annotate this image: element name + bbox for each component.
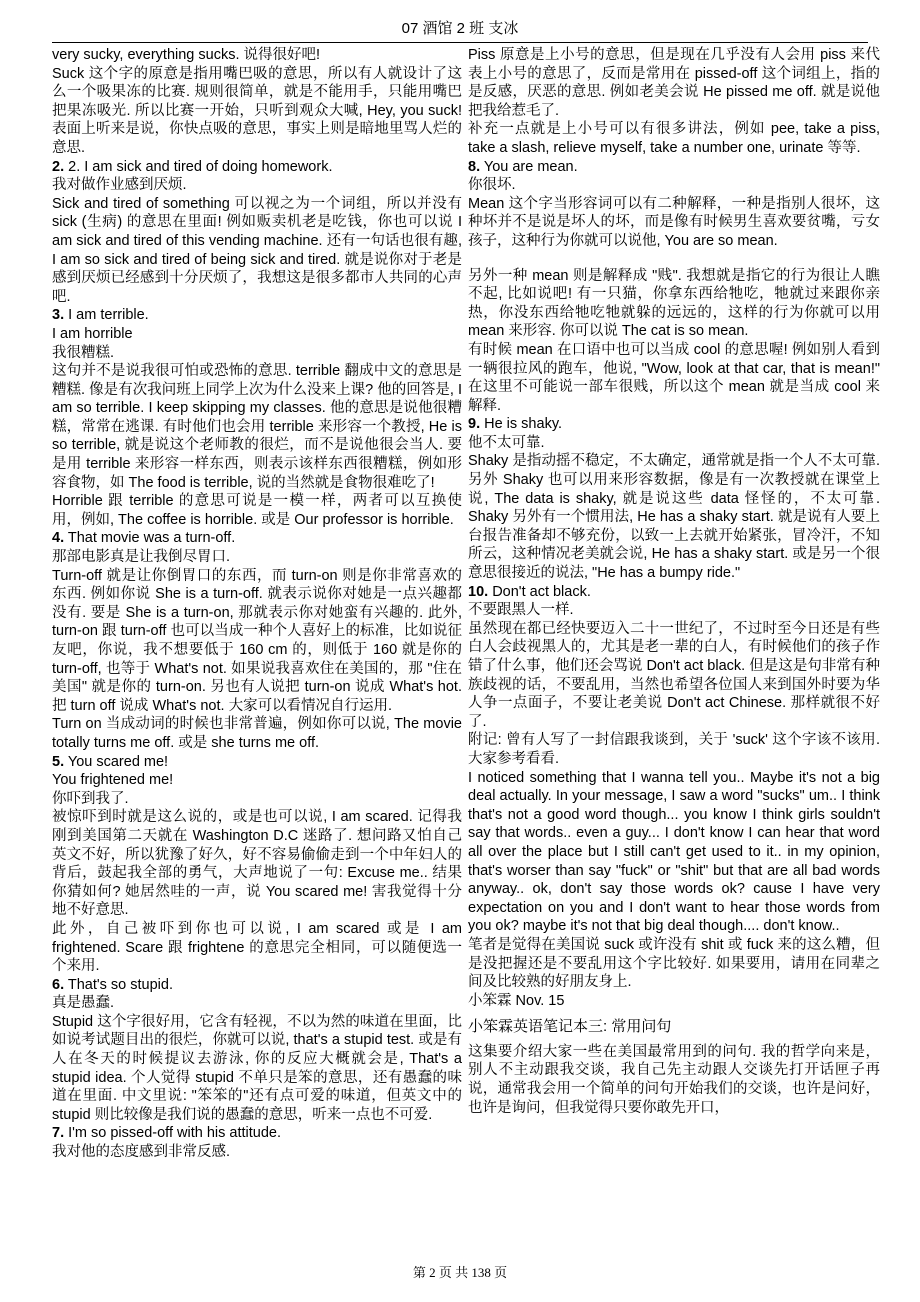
paragraph: Stupid 这个字很好用，它含有轻视，不以为然的味道在里面，比如说考试题目出的很烂，你就可以说, that's a stupid test. 或是有人在冬天的时候提议去游泳, 你的反应大概就会是, That's a stupid idea. 个人觉得 stupid 不单只是笨的意思，还有愚蠢的味道在里面. 中文里说: "笨笨的"还有点可爱的味道，但英文中的 stupid 则比较像是我们说的愚蠢的意思，听来一点也不可爱. (52, 1013, 462, 1123)
section-heading: 7. I'm so pissed-off with his attitude. (52, 1125, 281, 1142)
page-header (52, 18, 868, 43)
paragraph: very sucky, everything sucks. 说得很好吧! (52, 47, 321, 63)
section-heading: 9. He is shaky. (468, 416, 563, 433)
heading-text: 2. I am sick and tired of doing homework. (68, 158, 333, 175)
quoted-letter: I noticed something that I wanna tell you.. Maybe it's not a big deal actually. In your message, I saw a word "sucks" um.. I think that's not a good word though... you know I think girls souldn't say that words.. even a guy... I don't know I can hear that word all over the place but I still can't get used to it.. in my opinion, that's worser than say "fuck" or "shit" but that are all bad words anyway.. ok, don't say those words ok? cause I have very expectation on you and I don't want to hear those words from you ok? maybe it's not that big deal though.... don't know.. (468, 769, 880, 935)
paragraph: Piss 原意是上小号的意思，但是现在几乎没有人会用 piss 来代表上小号的意思了，反而是常用在 pissed-off 这个词组上，指的是反感，厌恶的意思. 例如老美会说 He pissed me off. 就是说他把我给惹毛了. (468, 47, 880, 119)
paragraph: Turn on 当成动词的时候也非常普遍，例如你可以说, The movie totally turns me off. 或是 she turns me off. (52, 716, 462, 751)
paragraph: 这句并不是说我很可怕或恐怖的意思. terrible 翻成中文的意思是糟糕. 像是有次我问班上同学上次为什么没来上课? 他的回答是, I am so terrible. I keep skipping my classes. 他的意思是说他很糟糕，常常在逃课. 有时他们也会用 terrible 来形容一个教授, He is so terrible, 就是说这个老师教的很烂，而不是说他很会当人. 要是用 terrible 来形容一样东西，则表示该样东西很糟糕，例如形容食物，如 The food is terrible, 说的当然就是食物很难吃了! (52, 363, 462, 491)
paragraph: 此外，自己被吓到你也可以说, I am scared 或是 I am frightened. Scare 跟 frightene 的意思完全相同，可以随便选一个来用. (52, 920, 462, 975)
paragraph: 那部电影真是让我倒尽胃口. (52, 549, 231, 566)
paragraph: 你吓到我了. (52, 790, 129, 807)
right-column (468, 46, 880, 1117)
paragraph: Horrible 跟 terrible 的意思可说是一模一样，两者可以互换使用，例如, The coffee is horrible. 或是 Our professor is horrible. (52, 493, 462, 528)
paragraph: Turn-off 就是让你倒胃口的东西，而 turn-on 则是你非常喜欢的东西. 例如你说 She is a turn-off. 就表示说你对她是一点兴趣都没有. 要是 She is a turn-on, 那就表示你对她蛮有兴趣的. 此外, turn-on 跟 turn-off 也可以当成一种个人喜好上的标准，比如说征友吧，你说，我不想要低于 160 cm 的，则低于 160 就是你的 turn-off, 也等于 What's not. 如果说我喜欢住在美国的，那 "住在美国" 就是你的 turn-on. 另也有人说把 turn-on 说成 What's hot. 把 turn off 说成 What's not. 大家可以看情况自行运用. (52, 567, 462, 714)
page-footer (0, 1262, 920, 1281)
section-title: 小笨霖英语笔记本三: 常用问句 (468, 1018, 672, 1036)
page-number: 第 2 页 共 138 页 (412, 1265, 508, 1280)
paragraph: 不要跟黑人一样. (468, 602, 574, 619)
paragraph: 真是愚蠢. (52, 995, 115, 1012)
paragraph: 我很糟糕. (52, 344, 115, 361)
section-heading: 10. Don't act black. (468, 583, 591, 600)
paragraph: 我对做作业感到厌烦. (52, 177, 187, 194)
section-heading: 6. That's so stupid. (52, 976, 173, 993)
paragraph: 我对他的态度感到非常反感. (52, 1144, 231, 1161)
section-heading: 3. I am terrible. (52, 307, 149, 324)
paragraph: 补充一点就是上小号可以有很多讲法，例如 pee, take a piss, take a slash, relieve myself, take a number one, urinate 等等. (468, 121, 880, 156)
paragraph: 另外一种 mean 则是解释成 "贱". 我想就是指它的行为很让人瞧不起, 比如说吧! 有一只猫，你拿东西给牠吃，牠就过来跟你亲热，你没东西给牠吃牠就躲的远远的，这样的行为你就可以用 mean 来形容. 你可以说 The cat is so mean. (468, 267, 880, 340)
paragraph: 他不太可靠. (468, 434, 545, 451)
paragraph: 你很坏. (468, 177, 516, 194)
paragraph: Shaky 是指动摇不稳定，不太确定，通常就是指一个人不太可靠. 另外 Shaky 也可以用来形容数据，像是有一次教授就在课堂上说, The data is shaky, 就是说这些 data 怪怪的，不太可靠. Shaky 另外有一个惯用法, He has a shaky start. 就是说有人要上台报告准备却不够充份，以致一上去就开始紧张，冒冷汗，不知所云，这种情况老美就会说, He has a shaky start. 或是另一个很意思很接近的说法, "He has a bumpy ride." (468, 453, 880, 582)
paragraph: 这集要介绍大家一些在美国最常用到的问句. 我的哲学向来是，别人不主动跟我交谈，我自己先主动跟人交谈先打开话匣子再说，通常我会用一个简单的问句开始我们的交谈，也许是问好，也许是询问，但我觉得只要你敢先开口， (468, 1043, 880, 1116)
section-heading: 8. You are mean. (468, 158, 578, 175)
paragraph: 笔者是觉得在美国说 suck 或许没有 shit 或 fuck 来的这么糟，但是没把握还是不要乱用这个字比较好. 如果要用，请用在同辈之间及比较熟的好朋友身上. (468, 936, 880, 991)
paragraph: Sick and tired of something 可以视之为一个词组，所以并没有 sick (生病) 的意思在里面! 例如贩卖机老是吃钱，你也可以说 I am sick and tired of this vending machine. 还有一句话也很有趣, I am so sick and tired of being sick and tired. 就是说你对于老是感到厌烦已经感到十分厌烦了，我想这是很多都市人共同的心声吧. (52, 195, 462, 305)
left-column (52, 46, 462, 1162)
paragraph: 有时候 mean 在口语中也可以当成 cool 的意思喔! 例如别人看到一辆很拉风的跑车，他说, "Wow, look at that car, that is mean!" 在这里不可能说一部车很贱，所以这个 mean 就是当成 cool 来解释. (468, 341, 880, 414)
paragraph: I am horrible (52, 325, 133, 342)
paragraph: 虽然现在都已经快要迈入二十一世纪了，不过时至今日还是有些白人会歧视黑人的，尤其是老一辈的白人，有时候他们的孩子作错了什么事，他们还会骂说 Don't act black. 但是这是句非常有种族歧视的话，不要乱用，当然也希望各位国人来到国外时要为华人争一点面子，不要让老美说 Don't act Chinese. 那样就很不好了. (468, 620, 880, 730)
signature: 小笨霖 Nov. 15 (468, 992, 565, 1009)
header-title: 07 酒馆 2 班 支冰 (401, 20, 519, 37)
paragraph: Suck 这个字的原意是指用嘴巴吸的意思，所以有人就设计了这么一个吸果冻的比赛. 规则很简单，就是不能用手，只能用嘴巴把果冻吸光. 所以比赛一开始，只听到观众大喊, Hey, you suck! 表面上听来是说，你快点吸的意思，事实上则是暗地里骂人烂的意思. (52, 65, 462, 156)
paragraph: 被惊吓到时就是这么说的，或是也可以说, I am scared. 记得我刚到美国第二天就在 Washington D.C 迷路了. 想问路又怕自己英文不好，所以犹豫了好久，好不容易偷偷走到一个中年妇人的背后，鼓起我全部的勇气，大声地说了一句: Excuse me.. 结果你猜如何? 她居然哇的一声，说 You scared me! 害我觉得十分地不好意思. (52, 809, 462, 919)
paragraph: Mean 这个字当形容词可以有二种解释，一种是指别人很坏，这种坏并不是说是坏人的坏，而是像有时候男生喜欢要贫嘴，亏女孩子，这种行为你就可以说他, You are so mean. (468, 195, 880, 249)
section-heading: 2. 2. I am sick and tired of doing homework. (52, 158, 333, 175)
section-heading: 5. You scared me! (52, 753, 169, 770)
section-heading: 4. That movie was a turn-off. (52, 530, 236, 547)
paragraph: You frightened me! (52, 772, 174, 789)
paragraph: 附记: 曾有人写了一封信跟我谈到，关于 'suck' 这个字该不该用. 大家参考看看. (468, 732, 880, 767)
